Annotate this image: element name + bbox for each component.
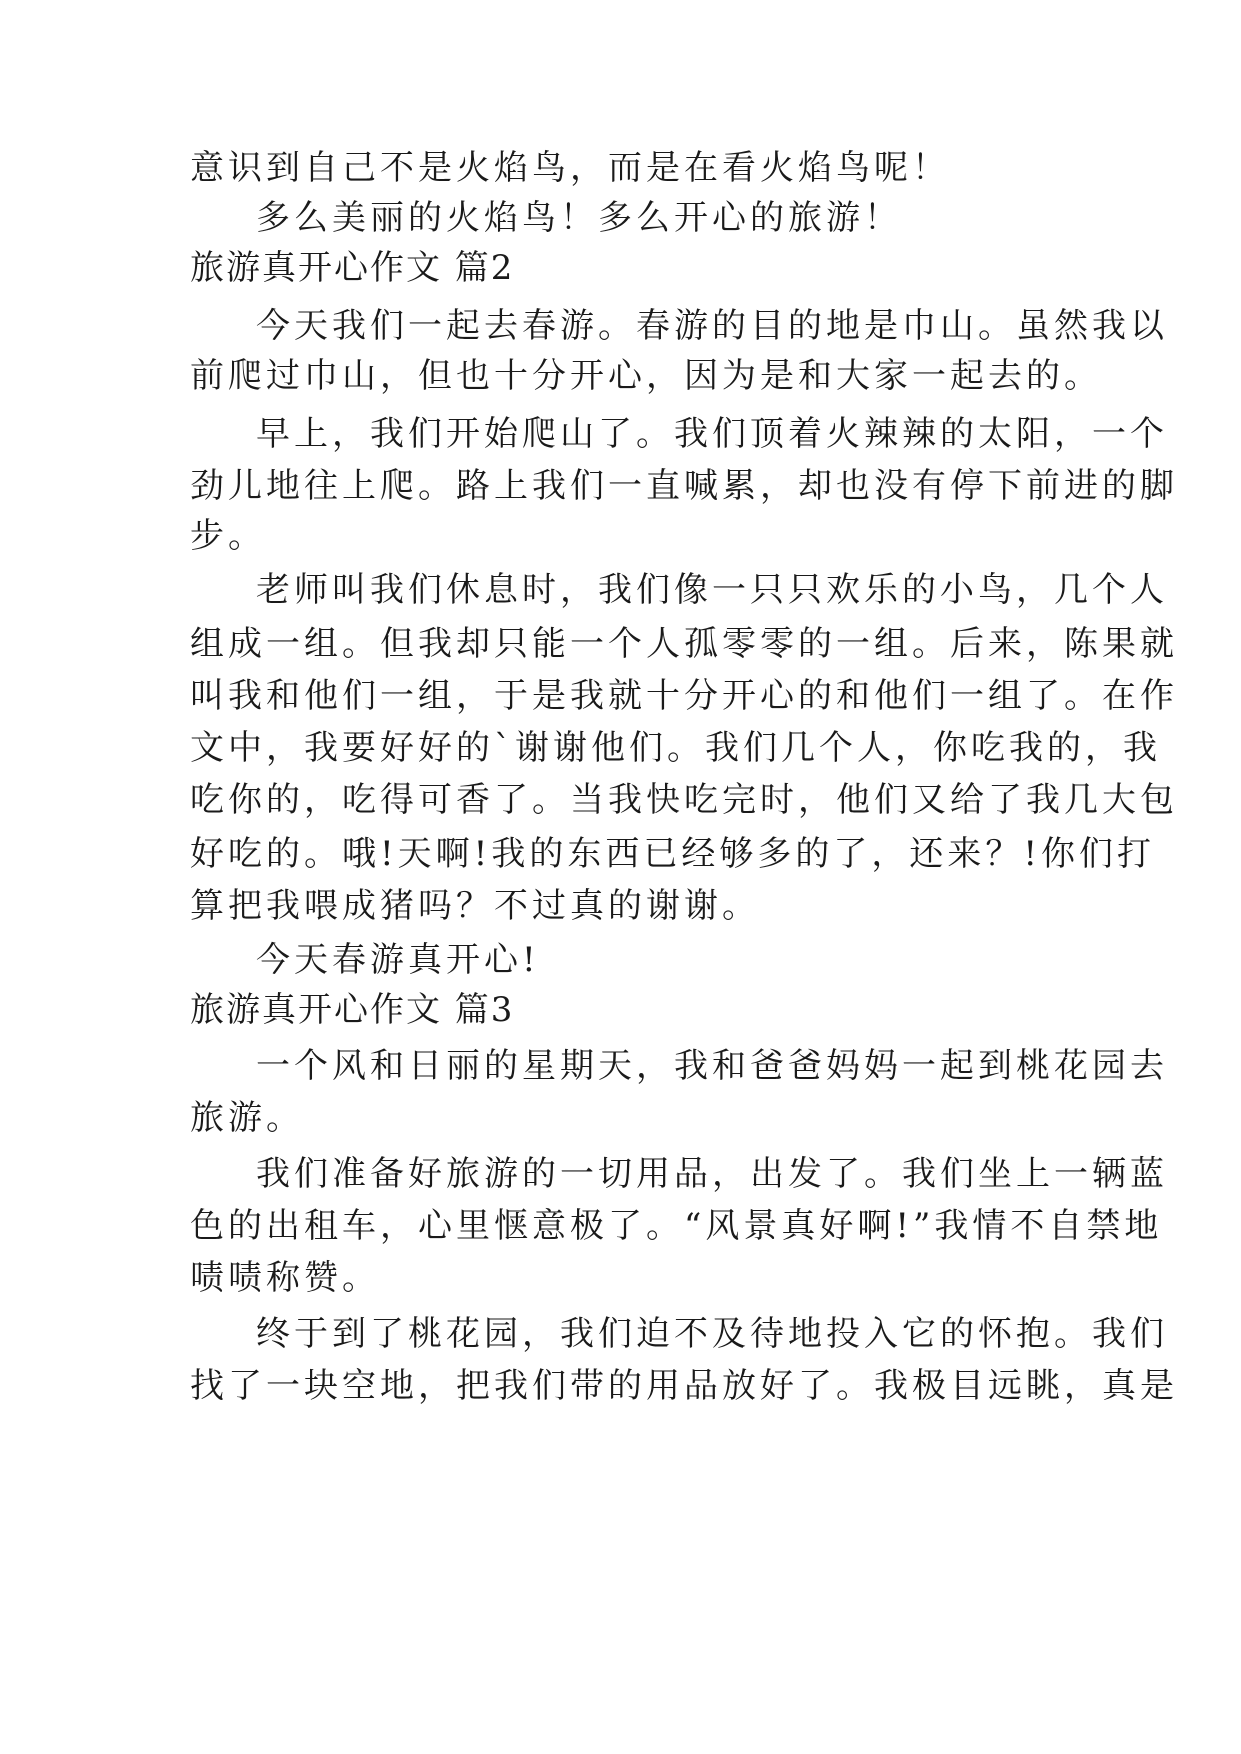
- section-heading: 旅游真开心作文 篇2: [190, 248, 515, 288]
- paragraph-line: 今天春游真开心!: [256, 940, 540, 980]
- paragraph-line: 我们准备好旅游的一切用品，出发了。我们坐上一辆蓝: [256, 1154, 1168, 1194]
- paragraph-line: 文中，我要好好的`谢谢他们。我们几个人，你吃我的，我: [190, 728, 1161, 768]
- paragraph-line: 前爬过巾山，但也十分开心，因为是和大家一起去的。: [190, 356, 1102, 396]
- paragraph-line: 找了一块空地，把我们带的用品放好了。我极目远眺，真是: [190, 1366, 1178, 1406]
- paragraph-line: 终于到了桃花园，我们迫不及待地投入它的怀抱。我们: [256, 1314, 1168, 1354]
- paragraph-line: 旅游。: [190, 1098, 304, 1138]
- paragraph-line: 啧啧称赞。: [190, 1258, 380, 1298]
- paragraph-line: 叫我和他们一组，于是我就十分开心的和他们一组了。在作: [190, 676, 1178, 716]
- paragraph-line: 劲儿地往上爬。路上我们一直喊累，却也没有停下前进的脚: [190, 466, 1178, 506]
- paragraph-line: 色的出租车，心里惬意极了。“风景真好啊!”我情不自禁地: [190, 1206, 1163, 1246]
- paragraph-line: 早上，我们开始爬山了。我们顶着火辣辣的太阳，一个: [256, 414, 1168, 454]
- paragraph-line: 多么美丽的火焰鸟！多么开心的旅游！: [256, 198, 902, 238]
- paragraph-line: 好吃的。哦!天啊!我的东西已经够多的了，还来？!你们打: [190, 834, 1155, 874]
- paragraph-line: 步。: [190, 516, 266, 556]
- paragraph-line: 吃你的，吃得可香了。当我快吃完时，他们又给了我几大包: [190, 780, 1178, 820]
- paragraph-line: 今天我们一起去春游。春游的目的地是巾山。虽然我以: [256, 306, 1168, 346]
- paragraph-line: 算把我喂成猪吗？不过真的谢谢。: [190, 886, 760, 926]
- paragraph-line: 组成一组。但我却只能一个人孤零零的一组。后来，陈果就: [190, 624, 1178, 664]
- paragraph-line: 一个风和日丽的星期天，我和爸爸妈妈一起到桃花园去: [256, 1046, 1168, 1086]
- paragraph-line: 老师叫我们休息时，我们像一只只欢乐的小鸟，几个人: [256, 570, 1168, 610]
- section-heading: 旅游真开心作文 篇3: [190, 990, 515, 1030]
- paragraph-line: 意识到自己不是火焰鸟，而是在看火焰鸟呢！: [190, 148, 950, 188]
